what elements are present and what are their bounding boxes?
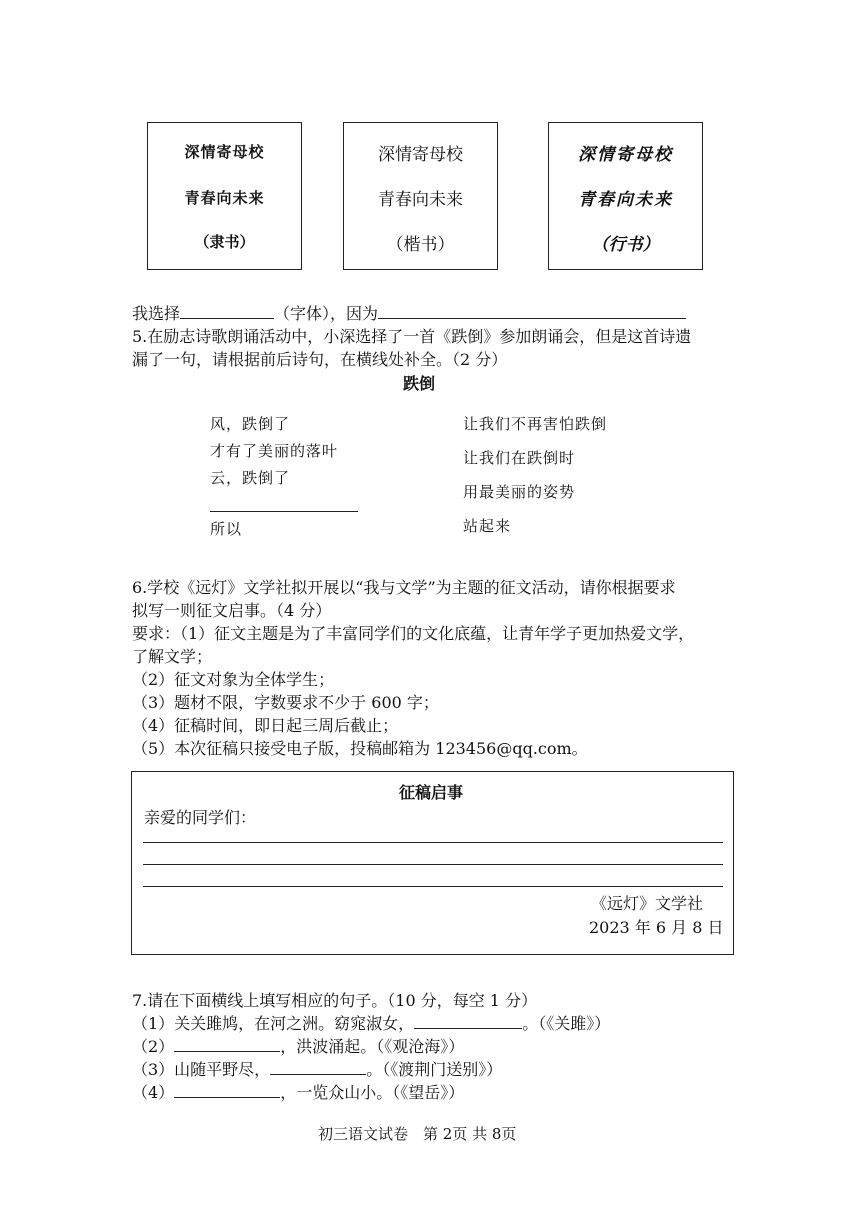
font-box-xingshu [548, 122, 703, 270]
font-box-kaishu [343, 122, 498, 270]
poem-right-3: 用最美丽的姿势 [463, 483, 576, 501]
box-line1: 深情寄母校 [578, 145, 673, 165]
notice-title: 征稿启事 [399, 783, 464, 802]
notice-box [131, 771, 734, 955]
poem-left-4: 所以 [210, 520, 243, 538]
choice-line [132, 301, 686, 324]
answer-blank[interactable] [174, 1035, 280, 1052]
notice-writing-line[interactable] [143, 864, 723, 865]
box-line2: 青春向未来 [184, 189, 265, 207]
q6-req2: （2）征文对象为全体学生； [132, 670, 335, 689]
q6-req1: 要求：（1）征文主题是为了丰富同学们的文化底蕴，让青年学子更加热爱文学， [132, 624, 695, 643]
q7-item-1 [132, 1011, 610, 1034]
font-answer-blank[interactable] [180, 302, 274, 319]
box-line2: 青春向未来 [578, 190, 673, 210]
answer-blank[interactable] [414, 1012, 522, 1029]
q7-item-3-prefix: （3）山随平野尽， [132, 1060, 271, 1079]
poem-left-3: 云，跌倒了 [210, 469, 291, 487]
q7-item-4-prefix: （4） [132, 1083, 175, 1102]
poem-right-4: 站起来 [463, 517, 512, 535]
poem-answer-blank[interactable] [210, 511, 358, 512]
q7-item-4 [132, 1080, 464, 1103]
poem-left-1: 风，跌倒了 [210, 415, 291, 433]
q7-item-1-suffix: 。（《关雎》） [522, 1014, 611, 1033]
q6-req5: （5）本次征稿只接受电子版，投稿邮箱为 123456@qq.com。 [132, 739, 588, 758]
font-box-lishu [147, 122, 302, 270]
q5-line2: 漏了一句，请根据前后诗句，在横线处补全。（2 分） [132, 350, 508, 369]
notice-date: 2023 年 6 月 8 日 [589, 918, 724, 937]
q6-req3: （3）题材不限，字数要求不少于 600 字； [132, 693, 439, 712]
notice-writing-line[interactable] [143, 842, 723, 843]
q7-item-4-suffix: ，一览众山小。（《望岳》） [280, 1083, 465, 1102]
q6-req4: （4）征稿时间，即日起三周后截止； [132, 716, 399, 735]
notice-signature: 《远灯》文学社 [591, 894, 704, 913]
box-line2: 青春向未来 [378, 190, 463, 210]
notice-writing-line[interactable] [143, 886, 723, 887]
box-line1: 深情寄母校 [184, 143, 265, 161]
q7-item-2-suffix: ，洪波涌起。（《观沧海》） [280, 1037, 465, 1056]
page-footer: 初三语文试卷 第 2页 共 8页 [318, 1125, 517, 1143]
q5-line1: 5.在励志诗歌朗诵活动中，小深选择了一首《跌倒》参加朗诵会，但是这首诗遗 [132, 327, 692, 346]
box-caption: （隶书） [194, 233, 255, 251]
box-caption: （楷书） [386, 235, 455, 255]
q6-line2: 拟写一则征文启事。（4 分） [132, 601, 332, 620]
q6-line1: 6.学校《远灯》文学社拟开展以“我与文学”为主题的征文活动，请你根据要求 [132, 578, 676, 597]
choice-prefix: 我选择 [132, 304, 181, 323]
q6-req1b: 了解文学； [132, 647, 213, 666]
q7-item-2 [132, 1034, 464, 1057]
notice-greeting: 亲爱的同学们： [144, 808, 257, 827]
q7-item-1-prefix: （1）关关雎鸠，在河之洲。窈窕淑女， [132, 1014, 415, 1033]
q7-intro: 7.请在下面横线上填写相应的句子。（10 分，每空 1 分） [132, 991, 538, 1010]
box-caption: （行书） [591, 235, 660, 255]
poem-title: 跌倒 [403, 374, 436, 393]
reason-answer-blank[interactable] [378, 302, 686, 319]
poem-left-2: 才有了美丽的落叶 [210, 442, 339, 460]
q7-item-3-suffix: 。（《渡荆门送别》） [366, 1060, 503, 1079]
poem-right-2: 让我们在跌倒时 [463, 449, 576, 467]
q7-item-2-prefix: （2） [132, 1037, 175, 1056]
poem-right-1: 让我们不再害怕跌倒 [463, 415, 608, 433]
q7-item-3 [132, 1057, 502, 1080]
answer-blank[interactable] [270, 1058, 366, 1075]
answer-blank[interactable] [174, 1081, 280, 1098]
box-line1: 深情寄母校 [378, 145, 463, 165]
choice-middle: （字体），因为 [274, 304, 379, 323]
